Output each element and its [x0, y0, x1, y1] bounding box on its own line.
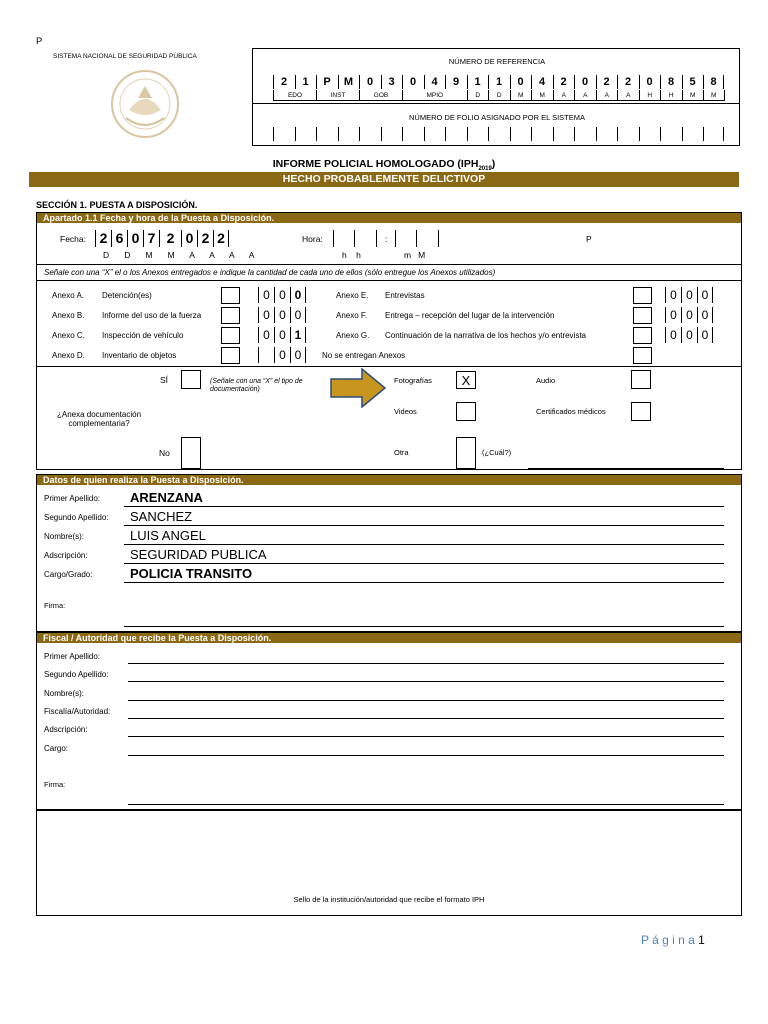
- folio-cell[interactable]: [682, 127, 703, 141]
- anexo-right-count-digit: 0: [697, 327, 713, 343]
- quien-field-value[interactable]: ARENZANA: [130, 490, 203, 505]
- anexo-right-count[interactable]: [665, 327, 713, 343]
- ref-digit: M: [338, 75, 359, 89]
- ref-digit: 2: [553, 75, 574, 89]
- fecha-digit: 2: [197, 230, 213, 247]
- fecha-digit: 0: [181, 230, 197, 247]
- fiscal-field-line[interactable]: [128, 718, 724, 719]
- anexo-left-count-digit: 0: [274, 307, 290, 323]
- ref-label: GOB: [359, 90, 402, 101]
- videos-checkbox[interactable]: [456, 402, 476, 421]
- anexo-left-count-digit: 0: [290, 307, 306, 323]
- report-title: INFORME POLICIAL HOMOLOGADO $(IPH_{2019})$: [272, 158, 496, 173]
- anexo-left-count[interactable]: [258, 327, 306, 343]
- ref-digit: 0: [510, 75, 531, 89]
- videos-label: Videos: [394, 407, 417, 416]
- anexo-left-count-digit: [258, 347, 274, 363]
- ref-label: H: [660, 90, 682, 101]
- fotos-checkbox[interactable]: X: [456, 371, 476, 389]
- doc-si-label: SÍ: [160, 375, 169, 385]
- ref-label: MPIO: [402, 90, 467, 101]
- quien-firma-line[interactable]: [124, 626, 724, 627]
- ref-label: D: [488, 90, 510, 101]
- audio-label: Audio: [536, 376, 556, 385]
- anexo-right-count-digit: 0: [697, 307, 713, 323]
- anexo-left-count[interactable]: [258, 307, 306, 323]
- ref-label: A: [553, 90, 575, 101]
- ref-digit: 0: [359, 75, 380, 89]
- anexo-left-checkbox[interactable]: [221, 287, 240, 304]
- agency-name: SISTEMA NACIONAL DE SEGURIDAD PÚBLICA: [53, 53, 197, 60]
- anexo-left-name: Inspección de vehículo: [102, 331, 184, 340]
- fiscal-bar: Fiscal / Autoridad que recibe la Puesta a Disposición.: [37, 633, 741, 643]
- ref-label: A: [574, 90, 596, 101]
- folio-cell[interactable]: [660, 127, 681, 141]
- fiscal-field-line[interactable]: [128, 681, 724, 682]
- anexo-left-code: Anexo A.: [52, 291, 85, 300]
- fecha-label: Fecha:: [60, 234, 86, 244]
- folio-cell[interactable]: [553, 127, 574, 141]
- doc-question: ¿Anexa documentación complementaria?: [56, 410, 142, 428]
- anexo-right-code: Anexo F.: [336, 311, 368, 320]
- ref-digit: 1: [467, 75, 488, 89]
- ref-digit: 5: [682, 75, 703, 89]
- quien-field-label: Cargo/Grado:: [44, 570, 93, 579]
- ref-digit: 0: [639, 75, 660, 89]
- anexo-right-code: Anexo E.: [336, 291, 369, 300]
- fiscal-field-label: Adscripción:: [44, 725, 88, 735]
- reference-title: NÚMERO DE REFERENCIA: [448, 57, 546, 66]
- page-footer: P á g i n a 1: [641, 933, 705, 947]
- quien-field-label: Nombre(s):: [44, 532, 85, 541]
- fiscal-field-label: Segundo Apellido:: [44, 670, 109, 680]
- quien-field-value[interactable]: SEGURIDAD PUBLICA: [130, 547, 267, 562]
- doc-senale-note: (Señale con una “X” el tipo de documentación): [210, 378, 303, 393]
- fiscal-firma-label: Firma:: [44, 780, 66, 789]
- fecha-legend: D D M M A A A A: [103, 250, 257, 260]
- ref-digit: 9: [445, 75, 466, 89]
- anexo-left-count-digit: 0: [290, 287, 306, 303]
- anexo-left-count-digit: 0: [258, 287, 274, 303]
- doc-si-checkbox[interactable]: [181, 370, 201, 389]
- cual-label: (¿Cuál?): [482, 448, 512, 457]
- quien-field-line: [124, 525, 724, 526]
- ref-digit: 3: [381, 75, 402, 89]
- fiscal-field-line[interactable]: [128, 700, 724, 701]
- quien-field-label: Segundo Apellido:: [44, 513, 109, 522]
- ref-label: A: [596, 90, 618, 101]
- anexo-right-count-digit: 0: [681, 287, 697, 303]
- anexo-left-count-digit: 1: [290, 327, 306, 343]
- anexo-left-name: Inventario de objetos: [102, 351, 177, 360]
- anexo-right-count-digit: 0: [665, 287, 681, 303]
- report-subtitle: HECHO PROBABLEMENTE DELICTIVOP: [29, 172, 739, 187]
- ref-label: A: [617, 90, 639, 101]
- ref-digit: 2: [617, 75, 638, 89]
- folio-cell[interactable]: [381, 127, 402, 141]
- folio-cell[interactable]: [402, 127, 423, 141]
- fecha-digits[interactable]: [95, 230, 229, 247]
- fecha-digit: 7: [143, 230, 159, 247]
- quien-firma-label: Firma:: [44, 601, 66, 610]
- hora-label: Hora:: [302, 234, 323, 244]
- fotos-label: Fotografías: [394, 376, 432, 385]
- anexo-left-checkbox[interactable]: [221, 307, 240, 324]
- apartado-bar: Apartado 1.1 Fecha y hora de la Puesta a Disposición.: [37, 213, 741, 223]
- anexo-right-count-digit: 0: [681, 307, 697, 323]
- ref-digit: 0: [574, 75, 595, 89]
- anexo-left-name: Informe del uso de la fuerza: [102, 311, 202, 320]
- quien-field-label: Adscripción:: [44, 551, 88, 560]
- coat-of-arms-icon: [104, 68, 186, 140]
- folio-title: NÚMERO DE FOLIO ASIGNADO POR EL SISTEMA: [408, 113, 585, 122]
- ref-digit: 1: [488, 75, 509, 89]
- ref-digit: 4: [531, 75, 552, 89]
- ref-label: M: [510, 90, 532, 101]
- anexo-left-code: Anexo C.: [52, 331, 85, 340]
- quien-field-line: [124, 544, 724, 545]
- reference-box: [252, 48, 740, 146]
- quien-field-line: [124, 506, 724, 507]
- anexo-right-checkbox[interactable]: [633, 347, 652, 364]
- folio-cell[interactable]: [273, 127, 294, 141]
- anexo-left-code: Anexo D.: [52, 351, 85, 360]
- folio-cell[interactable]: [596, 127, 617, 141]
- hora-colon: :: [385, 234, 388, 244]
- fiscal-field-label: Nombre(s):: [44, 688, 85, 698]
- hora-h-field[interactable]: [333, 230, 377, 247]
- anexos-instructions: Señale con una “X” el o los Anexos entregados e indique la cantidad de cada uno de ellos (sólo entregue los Anexos utilizados): [44, 268, 496, 277]
- ref-label: D: [467, 90, 489, 101]
- anexo-right-checkbox[interactable]: [633, 287, 652, 304]
- fecha-digit: 2: [95, 230, 111, 247]
- anexo-right-name: Entrega – recepción del lugar de la intervención: [385, 311, 555, 320]
- hora-legend-h: h h: [342, 250, 361, 260]
- folio-cell[interactable]: [531, 127, 552, 141]
- folio-cell[interactable]: [488, 127, 509, 141]
- fecha-digit: 2: [159, 230, 181, 247]
- quien-field-value[interactable]: SANCHEZ: [130, 509, 193, 524]
- ref-digit: 8: [703, 75, 724, 89]
- p-mark: P: [586, 234, 592, 244]
- ref-digit: 2: [596, 75, 617, 89]
- top-mark: P: [36, 36, 43, 47]
- quien-field-value[interactable]: POLICIA TRANSITO: [130, 566, 253, 581]
- anexo-left-count-digit: 0: [290, 347, 306, 363]
- anexo-right-name: Continuación de la narrativa de los hechos y/o entrevista: [385, 331, 587, 340]
- fiscal-frame: [36, 632, 742, 810]
- audio-checkbox[interactable]: [631, 370, 651, 389]
- anexo-right-count-digit: 0: [665, 327, 681, 343]
- hora-legend-m: m M: [404, 250, 426, 260]
- fiscal-field-label: Primer Apellido:: [44, 652, 101, 661]
- ref-underline: [273, 100, 725, 101]
- fecha-digit: 0: [127, 230, 143, 247]
- otra-label: Otra: [394, 448, 409, 457]
- quien-field-label: Primer Apellido:: [44, 494, 101, 503]
- anexo-left-checkbox[interactable]: [221, 347, 240, 364]
- ref-digit: 4: [424, 75, 445, 89]
- folio-cell[interactable]: [295, 127, 316, 141]
- certificados-checkbox[interactable]: [631, 402, 651, 421]
- ref-digit: 1: [295, 75, 316, 89]
- folio-cell[interactable]: [424, 127, 445, 141]
- anexo-right-name: No se entregan Anexos: [322, 351, 406, 360]
- anexo-left-name: Detención(es): [102, 291, 152, 300]
- anexo-right-count-digit: 0: [665, 307, 681, 323]
- anexo-left-checkbox[interactable]: [221, 327, 240, 344]
- ref-label: H: [639, 90, 661, 101]
- ref-label: INST: [316, 90, 359, 101]
- anexo-left-count-digit: 0: [274, 347, 290, 363]
- quien-field-value[interactable]: LUIS ANGEL: [130, 528, 206, 543]
- ref-digit: 2: [273, 75, 294, 89]
- doc-no-label: No: [159, 448, 170, 458]
- anexo-right-checkbox[interactable]: [633, 307, 652, 324]
- fiscal-field-label: Cargo:: [44, 743, 69, 753]
- anexo-left-code: Anexo B.: [52, 311, 85, 320]
- anexo-left-count[interactable]: [258, 347, 306, 363]
- cual-field[interactable]: [528, 468, 724, 469]
- quien-field-line: [124, 563, 724, 564]
- fecha-digit: 2: [213, 230, 229, 247]
- folio-cell[interactable]: [639, 127, 660, 141]
- anexo-left-count-digit: 0: [258, 307, 274, 323]
- folio-cell[interactable]: [359, 127, 380, 141]
- anexo-right-count-digit: 0: [681, 327, 697, 343]
- ref-label: M: [531, 90, 553, 101]
- fiscal-firma-line[interactable]: [128, 804, 724, 805]
- anexo-left-count-digit: 0: [258, 327, 274, 343]
- ref-digit: 0: [402, 75, 423, 89]
- folio-cell[interactable]: [338, 127, 359, 141]
- certificados-label: Certificados médicos: [536, 407, 606, 416]
- fiscal-field-line[interactable]: [128, 736, 724, 737]
- ref-label: M: [703, 90, 725, 101]
- folio-cell[interactable]: [617, 127, 638, 141]
- anexo-right-code: Anexo G.: [336, 331, 370, 340]
- anexo-right-count[interactable]: [665, 307, 713, 323]
- ref-label: EDO: [273, 90, 316, 101]
- fiscal-field-line[interactable]: [128, 755, 724, 756]
- fiscal-field-label: Fiscalía/Autoridad:: [44, 706, 111, 716]
- folio-cell[interactable]: [316, 127, 337, 141]
- folio-cell[interactable]: [510, 127, 531, 141]
- anexo-right-count[interactable]: [665, 287, 713, 303]
- arrow-right-icon: [330, 368, 386, 413]
- sello-label: Sello de la institución/autoridad que recibe el formato IPH: [293, 895, 485, 904]
- anexo-left-count-digit: 0: [274, 287, 290, 303]
- hora-m-field[interactable]: [395, 230, 439, 247]
- anexo-left-count-digit: 0: [274, 327, 290, 343]
- folio-cell[interactable]: [445, 127, 466, 141]
- quien-bar: Datos de quien realiza la Puesta a Disposición.: [37, 475, 741, 485]
- anexo-right-checkbox[interactable]: [633, 327, 652, 344]
- ref-label: M: [682, 90, 704, 101]
- folio-cell[interactable]: [574, 127, 595, 141]
- fiscal-field-line[interactable]: [128, 663, 724, 664]
- doc-no-checkbox[interactable]: [181, 437, 201, 469]
- folio-cell[interactable]: [703, 127, 724, 141]
- folio-cell[interactable]: [467, 127, 488, 141]
- fecha-digit: 6: [111, 230, 127, 247]
- otra-checkbox[interactable]: [456, 437, 476, 469]
- anexo-right-name: Entrevistas: [385, 291, 425, 300]
- anexo-right-count-digit: 0: [697, 287, 713, 303]
- ref-digit: 8: [660, 75, 681, 89]
- ref-digit: P: [316, 75, 337, 89]
- quien-field-line: [124, 582, 724, 583]
- section1-title: SECCIÓN 1. PUESTA A DISPOSICIÓN.: [36, 200, 198, 210]
- anexo-left-count[interactable]: [258, 287, 306, 303]
